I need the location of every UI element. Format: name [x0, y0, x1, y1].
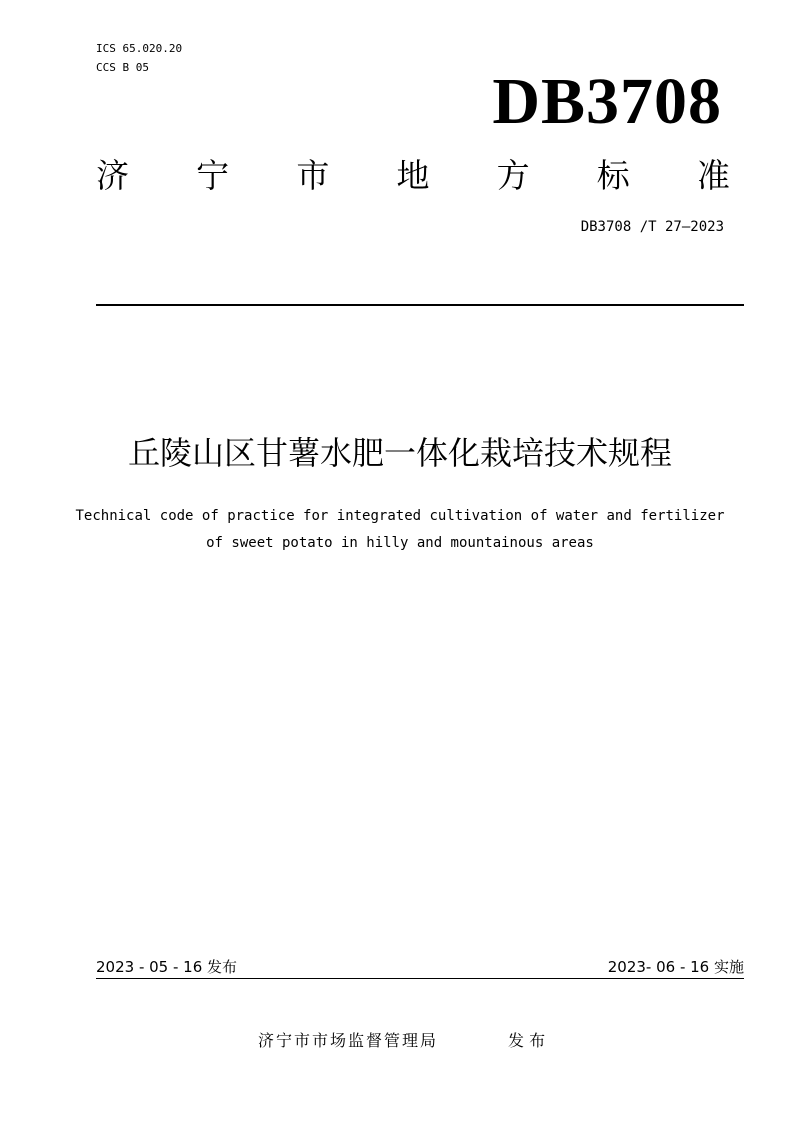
ics-code: ICS 65.020.20 [96, 42, 183, 55]
standard-type-char: 市 [296, 156, 330, 195]
standard-type-char: 地 [396, 156, 430, 195]
standard-type-char: 准 [696, 156, 730, 195]
publisher-name: 济宁市市场监督管理局 [258, 1031, 439, 1050]
document-title-english-line2: of sweet potato in hilly and mountainous areas [206, 535, 594, 551]
issue-date: 2023 - 05 - 16 发布 [96, 958, 238, 976]
publish-label: 发 布 [508, 1031, 546, 1050]
ccs-code: CCS B 05 [96, 61, 149, 74]
header-divider [96, 304, 744, 306]
standard-type-char: 宁 [196, 156, 230, 195]
document-title-english-line1: Technical code of practice for integrated cultivation of water and fertilizer [75, 508, 725, 524]
standard-type-char: 标 [596, 156, 630, 195]
standard-type-heading [96, 155, 730, 197]
standard-type-char: 方 [496, 156, 530, 195]
standard-type-char: 济 [96, 156, 129, 195]
standard-number: DB3708 /T 27—2023 [580, 219, 724, 235]
document-title-chinese: 丘陵山区甘薯水肥一体化栽培技术规程 [127, 434, 672, 472]
standard-logo: DB3708 [492, 65, 722, 138]
implementation-date: 2023- 06 - 16 实施 [607, 958, 744, 976]
footer-divider [96, 978, 744, 979]
